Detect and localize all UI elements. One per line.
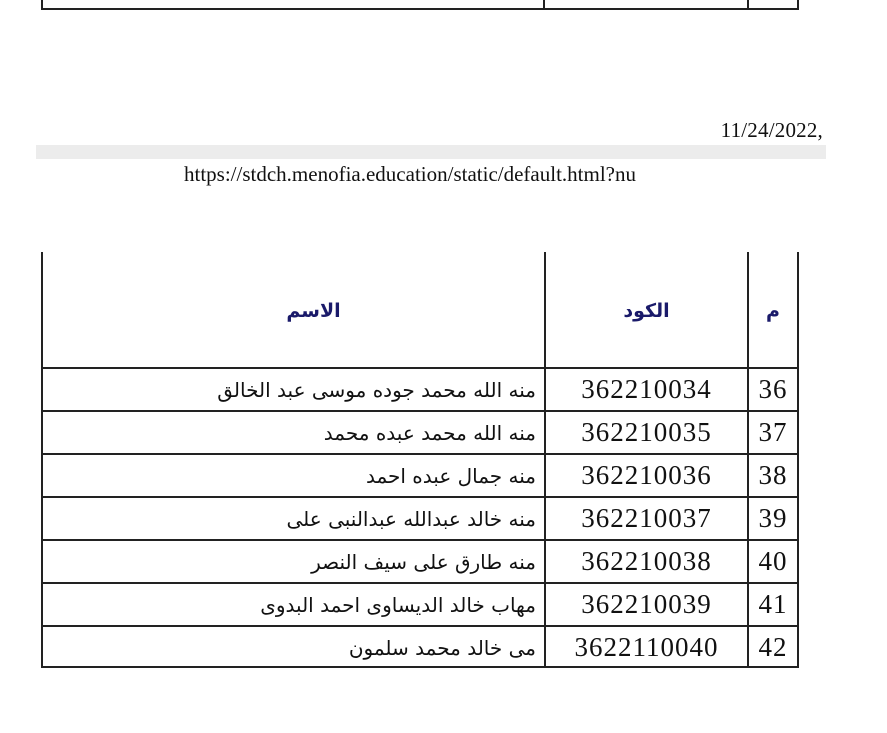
row-code-cell: 362210039	[544, 584, 747, 625]
column-header-name: الاسم	[286, 300, 341, 322]
print-url: https://stdch.menofia.education/static/default.html?nu	[184, 162, 636, 186]
row-name-cell: مى خالد محمد سلمون	[348, 635, 536, 660]
print-date: 11/24/2022,	[720, 118, 823, 142]
table-row	[43, 627, 797, 668]
row-name-cell: مهاب خالد الديساوى احمد البدوى	[260, 592, 536, 617]
table-row	[43, 455, 797, 498]
row-name-cell: منه خالد عبدالله عبدالنبى على	[286, 506, 536, 531]
page-separator-band	[36, 145, 826, 159]
row-code-cell: 362210035	[544, 412, 747, 453]
row-num-cell: 37	[747, 412, 797, 453]
fragment-column-divider	[543, 0, 545, 8]
row-num-cell: 41	[747, 584, 797, 625]
previous-page-table-fragment	[41, 0, 799, 10]
fragment-column-divider	[747, 0, 749, 8]
table-header-row	[43, 252, 797, 369]
row-code-cell: 362210036	[544, 455, 747, 496]
student-table	[41, 252, 799, 668]
column-header-code: الكود	[544, 252, 747, 367]
column-header-num: م	[747, 252, 797, 367]
table-row	[43, 498, 797, 541]
row-num-cell: 40	[747, 541, 797, 582]
row-code-cell: 362210037	[544, 498, 747, 539]
table-row	[43, 369, 797, 412]
row-num-cell: 38	[747, 455, 797, 496]
row-code-cell: 3622110040	[544, 627, 747, 668]
table-row	[43, 541, 797, 584]
row-code-cell: 362210038	[544, 541, 747, 582]
table-row	[43, 412, 797, 455]
row-num-cell: 39	[747, 498, 797, 539]
row-num-cell: 42	[747, 627, 797, 668]
row-name-cell: منه الله محمد جوده موسى عبد الخالق	[217, 377, 536, 402]
row-name-cell: منه الله محمد عبده محمد	[323, 420, 536, 445]
row-num-cell: 36	[747, 369, 797, 410]
row-name-cell: منه جمال عبده احمد	[365, 463, 536, 488]
row-code-cell: 362210034	[544, 369, 747, 410]
table-row	[43, 584, 797, 627]
row-name-cell: منه طارق على سيف النصر	[311, 549, 536, 574]
